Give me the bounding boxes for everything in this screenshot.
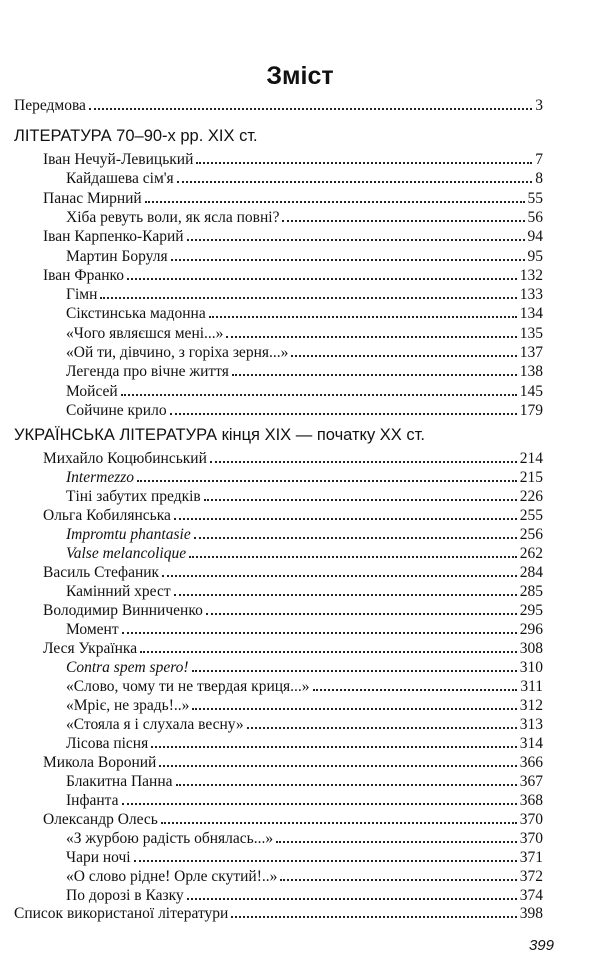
toc-entry-page: 374 — [519, 887, 543, 904]
toc-entry-page: 137 — [519, 344, 543, 361]
toc-entry-preface[interactable] — [14, 96, 543, 116]
dot-leader — [170, 413, 517, 415]
toc-entry-page: 262 — [519, 545, 543, 562]
toc-author-entry[interactable] — [43, 601, 543, 621]
toc-author-entry[interactable] — [43, 810, 543, 830]
toc-work-entry[interactable] — [66, 886, 543, 906]
toc-work-entry[interactable] — [66, 169, 543, 189]
toc-entry-page: 226 — [519, 488, 543, 505]
dot-leader — [176, 784, 517, 786]
page-number: 399 — [528, 937, 554, 954]
toc-author-entry[interactable] — [43, 449, 543, 469]
dot-leader — [140, 651, 517, 653]
toc-entry-label: По дорозі в Казку — [66, 887, 184, 904]
toc-entry-page: 367 — [519, 773, 543, 790]
dot-leader — [134, 860, 517, 862]
toc-author-entry[interactable] — [43, 563, 543, 583]
toc-author-entry[interactable] — [43, 227, 543, 247]
toc-entry-page: 311 — [520, 678, 543, 695]
toc-work-entry[interactable] — [66, 285, 543, 305]
toc-entry-label: Сойчине крило — [66, 401, 167, 419]
dot-leader — [137, 480, 517, 482]
toc-entry-label: Valse melancolique — [66, 545, 187, 562]
toc-entry-label: Іван Карпенко-Карий — [43, 228, 184, 246]
toc-entry-label: Іван Франко — [43, 266, 124, 284]
toc-entry-page: 308 — [519, 640, 543, 657]
dot-leader — [204, 499, 517, 501]
dot-leader — [89, 108, 532, 110]
toc-entry-page: 8 — [535, 170, 543, 188]
toc-entry-label: Легенда про вічне життя — [66, 363, 229, 381]
dot-leader — [122, 803, 517, 805]
dot-leader — [192, 708, 516, 710]
toc-entry-page: 95 — [527, 247, 543, 265]
dot-leader — [171, 259, 525, 261]
toc-entry-page: 215 — [519, 469, 543, 486]
toc-author-entry[interactable] — [43, 639, 543, 659]
toc-entry-references[interactable] — [14, 904, 543, 924]
toc-entry-page: 370 — [519, 811, 543, 828]
toc-entry-page: 371 — [519, 849, 543, 866]
toc-entry-label: Момент — [66, 621, 119, 638]
toc-entry-page: 255 — [519, 507, 543, 524]
toc-author-entry[interactable] — [43, 506, 543, 526]
dot-leader — [187, 898, 517, 900]
dot-leader — [194, 537, 517, 539]
toc-entry-label: Сікстинська мадонна — [66, 305, 206, 323]
toc-entry-page: 134 — [519, 305, 543, 323]
dot-leader — [151, 746, 517, 748]
toc-work-entry[interactable] — [66, 582, 543, 602]
toc-entry-label: Impromtu phantasie — [66, 526, 191, 543]
dot-leader — [226, 336, 516, 338]
toc-entry-label: Іван Нечуй-Левицький — [43, 151, 194, 168]
toc-entry-label: «Чого являєшся мені...» — [66, 324, 224, 342]
toc-entry-label: Микола Вороний — [43, 754, 157, 771]
toc-author-entry[interactable] — [43, 753, 543, 773]
toc-entry-page: 145 — [519, 382, 543, 400]
dot-leader — [177, 181, 533, 183]
dot-leader — [313, 689, 518, 691]
toc-work-entry[interactable] — [66, 362, 543, 382]
toc-entry-page: 285 — [519, 583, 543, 600]
toc-entry-label: Михайло Коцюбинський — [43, 450, 207, 467]
toc-entry-label: «Стояла я і слухала весну» — [66, 716, 244, 733]
toc-entry-label: Леся Українка — [43, 640, 138, 657]
toc-work-entry[interactable] — [66, 304, 543, 324]
dot-leader — [196, 162, 532, 164]
dot-leader — [210, 461, 517, 463]
toc-work-entry[interactable] — [66, 772, 543, 792]
toc-work-entry[interactable] — [66, 401, 543, 421]
dot-leader — [187, 239, 525, 241]
toc-entry-label: Камінний хрест — [66, 583, 171, 600]
toc-work-entry[interactable] — [66, 525, 543, 545]
toc-entry-page: 135 — [519, 324, 543, 342]
toc-entry-page: 312 — [519, 697, 543, 714]
toc-work-entry[interactable] — [66, 487, 543, 507]
toc-work-entry[interactable] — [66, 867, 543, 887]
dot-leader — [174, 518, 517, 520]
toc-entry-label: Лісова пісня — [66, 735, 149, 752]
toc-entry-page: 256 — [519, 526, 543, 543]
toc-entry-page: 284 — [519, 564, 543, 581]
toc-work-entry[interactable] — [66, 208, 543, 228]
dot-leader — [174, 594, 517, 596]
toc-entry-label: Contra spem spero! — [66, 659, 189, 676]
dot-leader — [247, 727, 517, 729]
dot-leader — [100, 297, 516, 299]
dot-leader — [276, 841, 517, 843]
toc-entry-label: «О слово рідне! Орле скутий!..» — [66, 868, 278, 885]
toc-work-entry[interactable] — [66, 382, 543, 402]
dot-leader — [162, 575, 517, 577]
toc-entry-page: 214 — [519, 450, 543, 467]
toc-work-entry[interactable] — [66, 247, 543, 267]
toc-entry-page: 310 — [519, 659, 543, 676]
toc-entry-label: Ольга Кобилянська — [43, 507, 171, 524]
toc-entry-page: 132 — [519, 266, 543, 284]
toc-entry-label: Блакитна Панна — [66, 773, 173, 790]
toc-entry-label: «З журбою радість обнялась...» — [66, 830, 274, 847]
toc-entry-label: Гімн — [66, 286, 98, 304]
dot-leader — [127, 278, 517, 280]
toc-entry-page: 138 — [519, 363, 543, 381]
toc-entry-page: 313 — [519, 716, 543, 733]
toc-entry-page: 7 — [535, 151, 543, 168]
toc-work-entry[interactable] — [66, 696, 543, 716]
toc-entry-page: 370 — [519, 830, 543, 847]
section-heading-1: ЛІТЕРАТУРА 70–90-х рр. XIX ст. — [14, 127, 258, 145]
toc-entry-page: 179 — [519, 401, 543, 419]
dot-leader — [291, 355, 516, 357]
toc-work-entry[interactable] — [66, 324, 543, 344]
dot-leader — [231, 916, 516, 918]
toc-work-entry[interactable] — [66, 848, 543, 868]
toc-entry-label: Intermezzo — [66, 469, 135, 486]
toc-entry-page: 314 — [519, 735, 543, 752]
toc-work-entry[interactable] — [66, 544, 543, 564]
toc-entry-page: 133 — [519, 286, 543, 304]
page-title: Зміст — [266, 62, 334, 90]
toc-work-entry[interactable] — [66, 677, 543, 697]
toc-entry-label: Кайдашева сім'я — [66, 170, 174, 188]
toc-entry-page: 55 — [527, 189, 543, 207]
dot-leader — [159, 765, 516, 767]
dot-leader — [161, 822, 517, 824]
dot-leader — [145, 201, 525, 203]
dot-leader — [122, 632, 517, 634]
toc-entry-label: «Ой ти, дівчино, з горіха зерня...» — [66, 344, 289, 361]
toc-entry-page: 295 — [519, 602, 543, 619]
toc-work-entry[interactable] — [66, 715, 543, 735]
toc-entry-label: «Слово, чому ти не твердая криця...» — [66, 678, 310, 695]
toc-author-entry[interactable] — [43, 150, 543, 170]
dot-leader — [209, 316, 517, 318]
toc-entry-label: Мартин Боруля — [66, 247, 168, 265]
toc-entry-label: Чари ночі — [66, 849, 131, 866]
toc-entry-label: Передмова — [14, 97, 86, 114]
toc-entry-page: 3 — [535, 97, 543, 114]
toc-entry-label: Володимир Винниченко — [43, 602, 203, 619]
toc-work-entry[interactable] — [66, 791, 543, 811]
toc-work-entry[interactable] — [66, 468, 543, 488]
toc-entry-label: Тіні забутих предків — [66, 488, 201, 505]
toc-work-entry[interactable] — [66, 620, 543, 640]
section-heading-2: УКРАЇНСЬКА ЛІТЕРАТУРА кінця XIX — початку XX ст. — [14, 426, 425, 444]
toc-work-entry[interactable] — [66, 829, 543, 849]
dot-leader — [192, 670, 517, 672]
toc-entry-page: 372 — [519, 868, 543, 885]
toc-work-entry[interactable] — [66, 658, 543, 678]
toc-entry-label: Василь Стефаник — [43, 564, 160, 581]
toc-entry-label: Список використаної літератури — [14, 905, 229, 922]
toc-entry-page: 296 — [519, 621, 543, 638]
toc-entry-page: 368 — [519, 792, 543, 809]
dot-leader — [280, 879, 516, 881]
dot-leader — [189, 556, 517, 558]
toc-entry-page: 398 — [519, 905, 543, 922]
dot-leader — [121, 394, 517, 396]
toc-work-entry[interactable] — [66, 343, 543, 363]
toc-entry-label: Мойсей — [66, 382, 118, 400]
dot-leader — [232, 374, 517, 376]
toc-entry-page: 366 — [519, 754, 543, 771]
toc-entry-page: 94 — [527, 228, 543, 246]
toc-work-entry[interactable] — [66, 734, 543, 754]
toc-entry-label: Панас Мирний — [43, 189, 142, 207]
dot-leader — [206, 613, 517, 615]
toc-entry-label: «Мріє, не зрадь!..» — [66, 697, 190, 714]
toc-entry-label: Інфанта — [66, 792, 119, 809]
toc-entry-label: Олександр Олесь — [43, 811, 158, 828]
dot-leader — [282, 220, 524, 222]
toc-entry-label: Хіба ревуть воли, як ясла повні? — [66, 208, 280, 226]
toc-entry-page: 56 — [527, 208, 543, 226]
toc-author-entry[interactable] — [43, 189, 543, 209]
toc-author-entry[interactable] — [43, 266, 543, 286]
